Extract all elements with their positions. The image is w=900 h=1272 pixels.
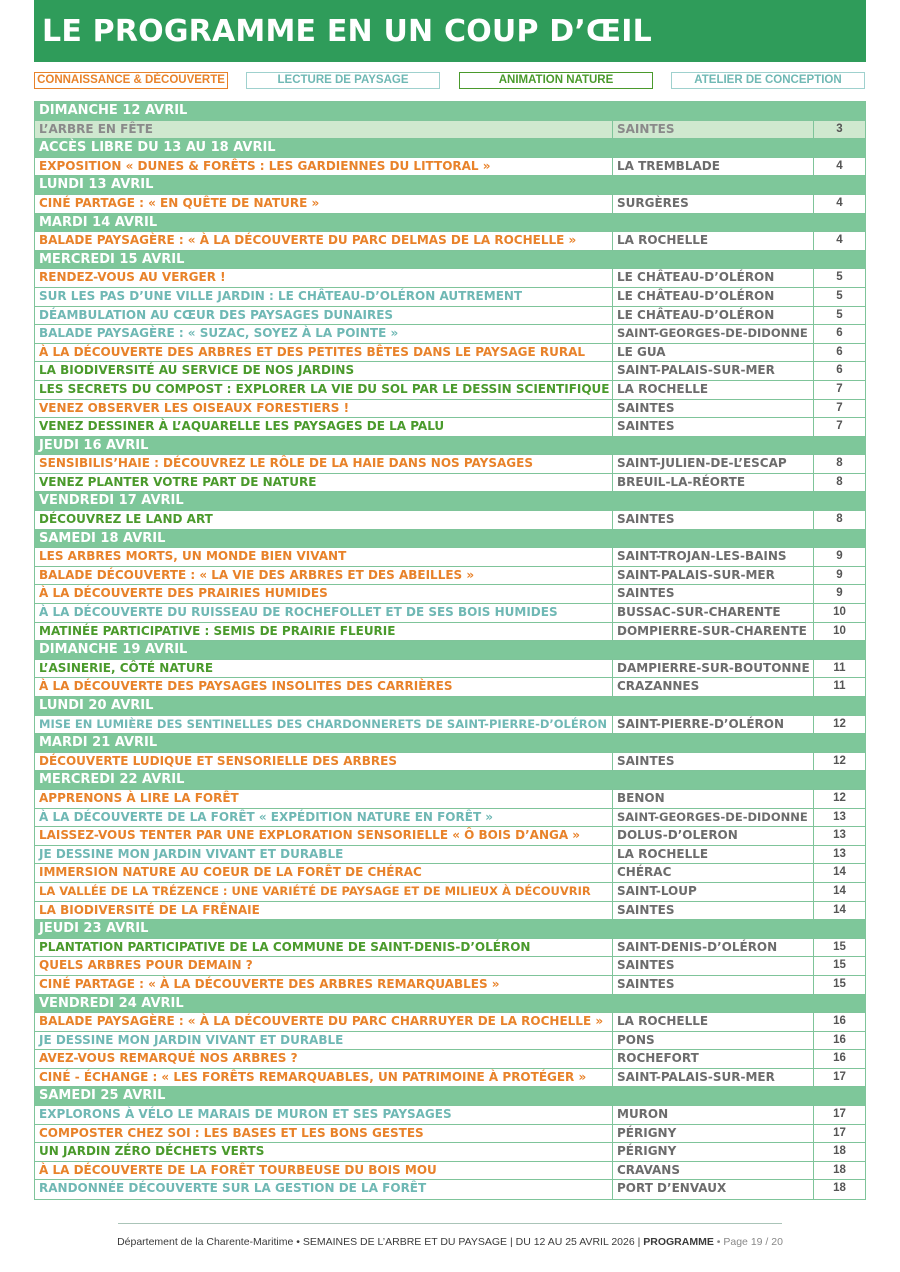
event-page: 15 (833, 977, 846, 990)
event-title: LES SECRETS DU COMPOST : EXPLORER LA VIE DU SOL PAR LE DESSIN SCIENTIFIQUE (35, 381, 613, 399)
event-row (35, 753, 865, 772)
event-title: CINÉ PARTAGE : « EN QUÊTE DE NATURE » (35, 195, 613, 213)
event-page: 12 (833, 717, 846, 730)
event-place: LA ROCHELLE (613, 1013, 814, 1031)
event-title: COMPOSTER CHEZ SOI : LES BASES ET LES BONS GESTES (35, 1125, 613, 1143)
day-header-row (35, 920, 865, 939)
day-label: VENDREDI 24 AVRIL (39, 995, 184, 1011)
event-row (35, 678, 865, 697)
day-label: SAMEDI 25 AVRIL (39, 1088, 166, 1104)
event-row (35, 1162, 865, 1181)
day-header-row (35, 251, 865, 270)
event-page: 7 (836, 401, 843, 414)
event-page: 18 (833, 1182, 846, 1195)
event-page: 18 (833, 1163, 846, 1176)
footer-page-number: • Page 19 / 20 (716, 1236, 783, 1248)
event-title: VENEZ DESSINER À L’AQUARELLE LES PAYSAGES DE LA PALU (35, 418, 613, 436)
event-title: BALADE PAYSAGÈRE : « SUZAC, SOYEZ À LA POINTE » (35, 325, 613, 343)
event-title: À LA DÉCOUVERTE DE LA FORÊT « EXPÉDITION NATURE EN FORÊT » (35, 809, 613, 827)
event-row (35, 362, 865, 381)
day-label: JEUDI 23 AVRIL (39, 921, 149, 937)
event-page: 10 (833, 624, 846, 637)
event-row (35, 846, 865, 865)
event-page: 6 (836, 345, 843, 358)
day-header-row (35, 771, 865, 790)
event-place: SURGÈRES (613, 195, 814, 213)
event-page: 5 (836, 271, 843, 284)
day-header-row (35, 214, 865, 233)
event-place: SAINTES (613, 976, 814, 994)
event-page: 16 (833, 1052, 846, 1065)
event-row (35, 548, 865, 567)
event-place: PORT D’ENVAUX (613, 1180, 814, 1199)
legend-animation-nature: ANIMATION NATURE (459, 72, 653, 89)
event-page: 17 (833, 1108, 846, 1121)
event-row (35, 604, 865, 623)
event-row (35, 511, 865, 530)
event-row (35, 307, 865, 326)
event-title: MATINÉE PARTICIPATIVE : SEMIS DE PRAIRIE FLEURIE (35, 623, 613, 641)
event-page: 17 (833, 1126, 846, 1139)
event-place: SAINTES (613, 511, 814, 529)
event-page: 15 (833, 959, 846, 972)
event-page: 11 (833, 661, 846, 674)
event-title: CINÉ - ÉCHANGE : « LES FORÊTS REMARQUABLES, UN PATRIMOINE À PROTÉGER » (35, 1069, 613, 1087)
event-page: 18 (833, 1145, 846, 1158)
event-title: LA BIODIVERSITÉ AU SERVICE DE NOS JARDINS (35, 362, 613, 380)
footer-section: PROGRAMME (643, 1236, 714, 1248)
event-title: UN JARDIN ZÉRO DÉCHETS VERTS (35, 1143, 613, 1161)
event-page: 6 (836, 364, 843, 377)
event-place: SAINT-PALAIS-SUR-MER (613, 362, 814, 380)
event-title: BALADE PAYSAGÈRE : « À LA DÉCOUVERTE DU PARC DELMAS DE LA ROCHELLE » (35, 232, 613, 250)
event-place: CRAVANS (613, 1162, 814, 1180)
event-place: PÉRIGNY (613, 1125, 814, 1143)
event-place: SAINTES (613, 585, 814, 603)
event-row (35, 1106, 865, 1125)
event-row (35, 1125, 865, 1144)
event-row (35, 418, 865, 437)
event-row (35, 1180, 865, 1199)
event-row (35, 269, 865, 288)
event-page: 9 (836, 550, 843, 563)
event-page: 9 (836, 568, 843, 581)
event-title: DÉCOUVERTE LUDIQUE ET SENSORIELLE DES ARBRES (35, 753, 613, 771)
event-page: 4 (836, 234, 843, 247)
day-label: DIMANCHE 12 AVRIL (39, 103, 188, 118)
event-place: SAINT-DENIS-D’OLÉRON (613, 939, 814, 957)
page-footer (0, 1236, 900, 1248)
day-label: MERCREDI 22 AVRIL (39, 772, 185, 788)
day-header-row (35, 139, 865, 158)
day-label: SAMEDI 18 AVRIL (39, 530, 166, 546)
event-row (35, 567, 865, 586)
event-place: SAINT-JULIEN-DE-L’ESCAP (613, 455, 814, 473)
event-title: SUR LES PAS D’UNE VILLE JARDIN : LE CHÂTEAU-D’OLÉRON AUTREMENT (35, 288, 613, 306)
event-place: DOMPIERRE-SUR-CHARENTE (613, 623, 814, 641)
event-title: JE DESSINE MON JARDIN VIVANT ET DURABLE (35, 846, 613, 864)
day-label: MERCREDI 15 AVRIL (39, 251, 185, 267)
event-place: SAINTES (613, 418, 814, 436)
event-row (35, 1032, 865, 1051)
event-place: LA ROCHELLE (613, 232, 814, 250)
event-place: SAINT-TROJAN-LES-BAINS (613, 548, 814, 566)
event-place: SAINTES (613, 902, 814, 920)
program-table (34, 101, 866, 1200)
event-place: DAMPIERRE-SUR-BOUTONNE (613, 660, 814, 678)
event-place: BUSSAC-SUR-CHARENTE (613, 604, 814, 622)
day-header-row (35, 641, 865, 660)
event-row (35, 232, 865, 251)
event-page: 14 (833, 903, 846, 916)
event-place: LE CHÂTEAU-D’OLÉRON (613, 307, 814, 325)
event-place: SAINT-PALAIS-SUR-MER (613, 1069, 814, 1087)
event-place: PÉRIGNY (613, 1143, 814, 1161)
event-row (35, 158, 865, 177)
event-row (35, 585, 865, 604)
event-title: L’ARBRE EN FÊTE (35, 121, 613, 139)
event-row (35, 121, 865, 140)
event-row (35, 883, 865, 902)
event-title: VENEZ PLANTER VOTRE PART DE NATURE (35, 474, 613, 492)
event-place: SAINTES (613, 400, 814, 418)
event-title: MISE EN LUMIÈRE DES SENTINELLES DES CHARDONNERETS DE SAINT-PIERRE-D’OLÉRON (35, 716, 613, 734)
legend-connaissance-decouverte: CONNAISSANCE & DÉCOUVERTE (34, 72, 228, 89)
event-page: 7 (836, 382, 843, 395)
event-row (35, 344, 865, 363)
day-label: MARDI 21 AVRIL (39, 735, 158, 751)
event-row (35, 827, 865, 846)
event-page: 6 (836, 327, 843, 340)
event-page: 13 (833, 829, 846, 842)
event-place: LE CHÂTEAU-D’OLÉRON (613, 288, 814, 306)
event-row (35, 400, 865, 419)
event-row (35, 325, 865, 344)
day-header-row (35, 102, 865, 121)
event-title: SENSIBILIS’HAIE : DÉCOUVREZ LE RÔLE DE LA HAIE DANS NOS PAYSAGES (35, 455, 613, 473)
event-title: L’ASINERIE, CÔTÉ NATURE (35, 660, 613, 678)
day-label: JEUDI 16 AVRIL (39, 437, 149, 453)
event-place: SAINT-PIERRE-D’OLÉRON (613, 716, 814, 734)
event-place: SAINT-PALAIS-SUR-MER (613, 567, 814, 585)
day-label: LUNDI 20 AVRIL (39, 698, 154, 713)
day-label: MARDI 14 AVRIL (39, 214, 158, 230)
event-place: DOLUS-D’OLERON (613, 827, 814, 845)
event-page: 10 (833, 606, 846, 619)
event-row (35, 474, 865, 493)
event-row (35, 976, 865, 995)
event-title: VENEZ OBSERVER LES OISEAUX FORESTIERS ! (35, 400, 613, 418)
event-page: 7 (836, 420, 843, 433)
event-page: 8 (836, 475, 843, 488)
event-row (35, 902, 865, 921)
event-title: À LA DÉCOUVERTE DU RUISSEAU DE ROCHEFOLLET ET DE SES BOIS HUMIDES (35, 604, 613, 622)
event-row (35, 381, 865, 400)
event-place: LA ROCHELLE (613, 846, 814, 864)
event-title: LES ARBRES MORTS, UN MONDE BIEN VIVANT (35, 548, 613, 566)
event-title: LA BIODIVERSITÉ DE LA FRÊNAIE (35, 902, 613, 920)
event-title: IMMERSION NATURE AU COEUR DE LA FORÊT DE CHÉRAC (35, 864, 613, 882)
event-row (35, 1013, 865, 1032)
event-title: QUELS ARBRES POUR DEMAIN ? (35, 957, 613, 975)
event-page: 5 (836, 289, 843, 302)
event-row (35, 455, 865, 474)
event-place: LE GUA (613, 344, 814, 362)
event-row (35, 957, 865, 976)
event-row (35, 623, 865, 642)
event-page: 13 (833, 810, 846, 823)
event-place: LE CHÂTEAU-D’OLÉRON (613, 269, 814, 287)
event-place: SAINT-GEORGES-DE-DIDONNE (613, 809, 814, 827)
event-page: 14 (833, 884, 846, 897)
event-page: 3 (836, 122, 843, 135)
legend-atelier-conception: ATELIER DE CONCEPTION (671, 72, 865, 89)
event-title: APPRENONS À LIRE LA FORÊT (35, 790, 613, 808)
event-title: À LA DÉCOUVERTE DES PAYSAGES INSOLITES DES CARRIÈRES (35, 678, 613, 696)
event-page: 16 (833, 1015, 846, 1028)
day-label: VENDREDI 17 AVRIL (39, 493, 184, 509)
category-legend (34, 72, 868, 90)
event-place: SAINTES (613, 753, 814, 771)
event-title: AVEZ-VOUS REMARQUÉ NOS ARBRES ? (35, 1050, 613, 1068)
footer-org: Département de la Charente-Maritime • (117, 1236, 300, 1248)
day-header-row (35, 995, 865, 1014)
event-title: RENDEZ-VOUS AU VERGER ! (35, 269, 613, 287)
event-title: EXPOSITION « DUNES & FORÊTS : LES GARDIENNES DU LITTORAL » (35, 158, 613, 176)
event-page: 9 (836, 587, 843, 600)
event-row (35, 1050, 865, 1069)
event-title: DÉAMBULATION AU CŒUR DES PAYSAGES DUNAIRES (35, 307, 613, 325)
day-header-row (35, 437, 865, 456)
event-page: 4 (836, 159, 843, 172)
day-header-row (35, 492, 865, 511)
day-header-row (35, 734, 865, 753)
event-row (35, 864, 865, 883)
event-place: SAINT-GEORGES-DE-DIDONNE (613, 325, 814, 343)
event-place: CHÉRAC (613, 864, 814, 882)
event-row (35, 288, 865, 307)
legend-lecture-paysage: LECTURE DE PAYSAGE (246, 72, 440, 89)
event-page: 15 (833, 940, 846, 953)
event-row (35, 790, 865, 809)
day-header-row (35, 176, 865, 195)
event-page: 14 (833, 866, 846, 879)
event-title: À LA DÉCOUVERTE DE LA FORÊT TOURBEUSE DU BOIS MOU (35, 1162, 613, 1180)
event-title: À LA DÉCOUVERTE DES PRAIRIES HUMIDES (35, 585, 613, 603)
event-title: LAISSEZ-VOUS TENTER PAR UNE EXPLORATION SENSORIELLE « Ô BOIS D’ANGA » (35, 827, 613, 845)
event-place: PONS (613, 1032, 814, 1050)
event-page: 8 (836, 513, 843, 526)
event-title: CINÉ PARTAGE : « À LA DÉCOUVERTE DES ARBRES REMARQUABLES » (35, 976, 613, 994)
event-title: PLANTATION PARTICIPATIVE DE LA COMMUNE DE SAINT-DENIS-D’OLÉRON (35, 939, 613, 957)
day-label: ACCÈS LIBRE DU 13 AU 18 AVRIL (39, 140, 276, 156)
event-place: SAINT-LOUP (613, 883, 814, 901)
event-title: DÉCOUVREZ LE LAND ART (35, 511, 613, 529)
event-row (35, 1143, 865, 1162)
event-page: 4 (836, 196, 843, 209)
event-row (35, 939, 865, 958)
event-title: EXPLORONS À VÉLO LE MARAIS DE MURON ET SES PAYSAGES (35, 1106, 613, 1124)
page-title: LE PROGRAMME EN UN COUP D’ŒIL (42, 14, 652, 49)
event-page: 12 (833, 754, 846, 767)
event-place: BENON (613, 790, 814, 808)
footer-divider (118, 1223, 782, 1224)
event-title: JE DESSINE MON JARDIN VIVANT ET DURABLE (35, 1032, 613, 1050)
event-page: 17 (833, 1070, 846, 1083)
event-place: LA ROCHELLE (613, 381, 814, 399)
page-header (34, 0, 866, 62)
event-place: CRAZANNES (613, 678, 814, 696)
event-place: ROCHEFORT (613, 1050, 814, 1068)
event-place: SAINTES (613, 121, 814, 139)
day-header-row (35, 1087, 865, 1106)
event-title: LA VALLÉE DE LA TRÉZENCE : UNE VARIÉTÉ DE PAYSAGE ET DE MILIEUX À DÉCOUVRIR (35, 883, 613, 901)
event-page: 5 (836, 308, 843, 321)
event-place: SAINTES (613, 957, 814, 975)
event-title: À LA DÉCOUVERTE DES ARBRES ET DES PETITES BÊTES DANS LE PAYSAGE RURAL (35, 344, 613, 362)
day-header-row (35, 530, 865, 549)
event-page: 8 (836, 457, 843, 470)
event-page: 11 (833, 680, 846, 693)
event-page: 12 (833, 791, 846, 804)
event-row (35, 1069, 865, 1088)
event-place: BREUIL-LA-RÉORTE (613, 474, 814, 492)
event-place: LA TREMBLADE (613, 158, 814, 176)
event-page: 16 (833, 1033, 846, 1046)
day-label: LUNDI 13 AVRIL (39, 177, 154, 193)
day-header-row (35, 697, 865, 716)
event-row (35, 660, 865, 679)
event-title: BALADE PAYSAGÈRE : « À LA DÉCOUVERTE DU PARC CHARRUYER DE LA ROCHELLE » (35, 1013, 613, 1031)
event-title: BALADE DÉCOUVERTE : « LA VIE DES ARBRES ET DES ABEILLES » (35, 567, 613, 585)
day-label: DIMANCHE 19 AVRIL (39, 642, 188, 658)
event-page: 13 (833, 847, 846, 860)
footer-event: SEMAINES DE L’ARBRE ET DU PAYSAGE | DU 12 AU 25 AVRIL 2026 | (302, 1236, 641, 1248)
event-row (35, 195, 865, 214)
event-title: RANDONNÉE DÉCOUVERTE SUR LA GESTION DE LA FORÊT (35, 1180, 613, 1199)
event-place: MURON (613, 1106, 814, 1124)
event-row (35, 809, 865, 828)
event-row (35, 716, 865, 735)
